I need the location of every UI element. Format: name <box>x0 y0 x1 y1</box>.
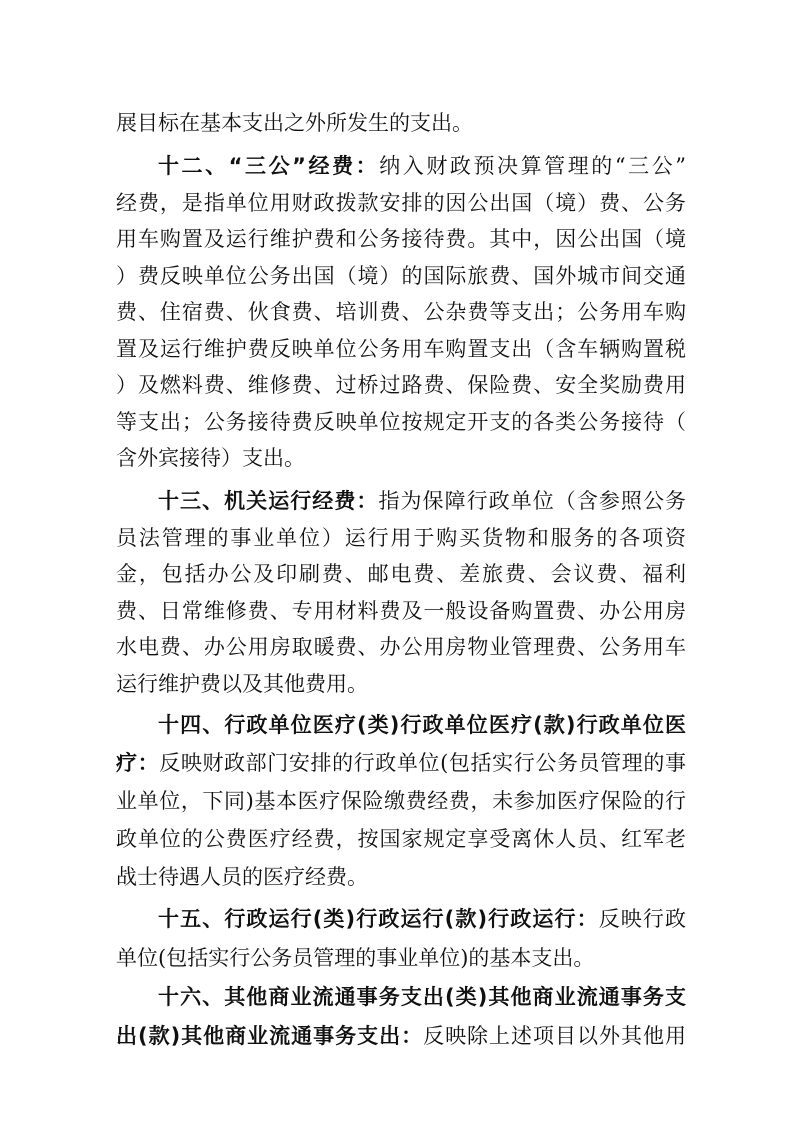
p13-line-1: 十三、机关运行经费：指为保障行政单位（含参照公务 <box>158 489 686 513</box>
p13-line-5: 水电费、办公用房取暖费、办公用房物业管理费、公务用车 <box>116 635 686 659</box>
p14-line-2: 疗：反映财政部门安排的行政单位(包括实行公务员管理的事 <box>116 751 686 775</box>
p12-line-2: 经费，是指单位用财政拨款安排的因公出国（境）费、公务 <box>116 191 686 215</box>
p12-line-7: ）及燃料费、维修费、过桥过路费、保险费、安全奖励费用 <box>116 373 686 397</box>
p15-line-1: 十五、行政运行(类)行政运行(款)行政运行：反映行政 <box>158 907 686 931</box>
p13-line-4: 费、日常维修费、专用材料费及一般设备购置费、办公用房 <box>116 599 686 623</box>
p13-line-6: 运行维护费以及其他费用。 <box>116 672 368 696</box>
p16-line-2: 出(款)其他商业流通事务支出：反映除上述项目以外其他用 <box>116 1024 686 1048</box>
p11-line-1: 展目标在基本支出之外所发生的支出。 <box>116 111 473 135</box>
p16-heading-end: 出(款)其他商业流通事务支出： <box>116 1024 424 1048</box>
p12-line-4: ）费反映单位公务出国（境）的国际旅费、国外城市间交通 <box>116 264 686 288</box>
p12-line-1: 十二、“三公”经费：纳入财政预决算管理的“三公” <box>158 154 686 178</box>
p14-line-3: 业单位，下同)基本医疗保险缴费经费，未参加医疗保险的行 <box>116 789 686 813</box>
p12-line-5: 费、住宿费、伙食费、培训费、公杂费等支出；公务用车购 <box>116 300 686 324</box>
p13-line-3: 金，包括办公及印刷费、邮电费、差旅费、会议费、福利 <box>116 562 686 586</box>
p14-line-4: 政单位的公费医疗经费，按国家规定享受离休人员、红军老 <box>116 827 686 851</box>
p13-heading: 十三、机关运行经费： <box>158 489 379 513</box>
p12-heading: 十二、“三公”经费： <box>158 154 380 178</box>
p15-line-2: 单位(包括实行公务员管理的事业单位)的基本支出。 <box>116 946 595 970</box>
p14-heading-line-1: 十四、行政单位医疗(类)行政单位医疗(款)行政单位医 <box>158 713 686 737</box>
p13-line-2: 员法管理的事业单位）运行用于购买货物和服务的各项资 <box>116 526 686 550</box>
p14-heading-end: 疗： <box>116 751 160 775</box>
p15-heading: 十五、行政运行(类)行政运行(款)行政运行： <box>158 907 599 931</box>
p12-line-3: 用车购置及运行维护费和公务接待费。其中，因公出国（境 <box>116 227 686 251</box>
p14-line-5: 战士待遇人员的医疗经费。 <box>116 865 368 889</box>
p16-heading-line-1: 十六、其他商业流通事务支出(类)其他商业流通事务支 <box>158 985 686 1009</box>
p12-line-8: 等支出；公务接待费反映单位按规定开支的各类公务接待（ <box>116 410 686 434</box>
p12-line-6: 置及运行维护费反映单位公务用车购置支出（含车辆购置税 <box>116 337 686 361</box>
p12-line-9: 含外宾接待）支出。 <box>116 446 305 470</box>
